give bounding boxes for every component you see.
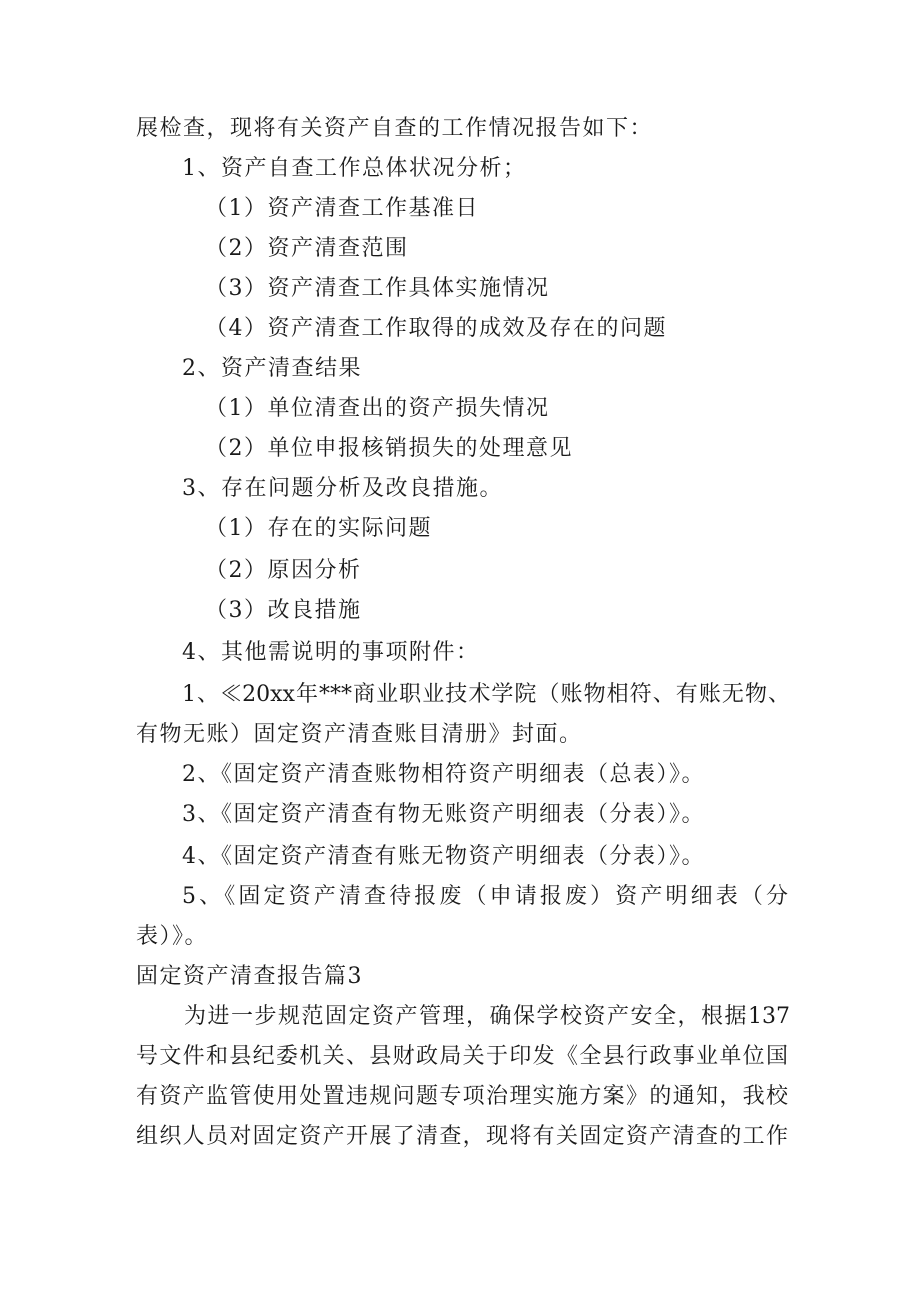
section-title: 固定资产清查报告篇3 (136, 964, 363, 989)
section-heading: 2、资产清查结果 (182, 356, 362, 381)
body-text-line: 展检查，现将有关资产自查的工作情况报告如下： (136, 116, 654, 141)
attachment-item: 5、《固定资产清查待报废（申请报废）资产明细表（分 (182, 884, 788, 909)
paragraph-line: 为进一步规范固定资产管理，确保学校资产安全，根据137 (184, 1004, 790, 1029)
sub-item: （3）资产清查工作具体实施情况 (205, 276, 550, 301)
sub-item: （3）改良措施 (205, 598, 362, 623)
sub-item: （1）单位清查出的资产损失情况 (205, 396, 550, 421)
paragraph-line: 号文件和县纪委机关、县财政局关于印发《全县行政事业单位国 (136, 1044, 788, 1069)
sub-item: （1）存在的实际问题 (205, 516, 432, 541)
section-heading: 1、资产自查工作总体状况分析； (182, 156, 527, 181)
sub-item: （2）单位申报核销损失的处理意见 (205, 436, 573, 461)
sub-item: （2）原因分析 (205, 558, 362, 583)
attachment-item-continued: 表）》。 (136, 924, 209, 949)
sub-item: （4）资产清查工作取得的成效及存在的问题 (205, 316, 667, 341)
sub-item: （1）资产清查工作基准日 (205, 196, 479, 221)
attachment-item: 4、《固定资产清查有账无物资产明细表（分表）》。 (182, 844, 705, 869)
attachment-item-continued: 有物无账）固定资产清查账目清册》封面。 (136, 722, 583, 747)
attachment-item: 2、《固定资产清查账物相符资产明细表（总表）》。 (182, 762, 705, 787)
attachment-item: 1、≪20xx年***商业职业技术学院（账物相符、有账无物、 (182, 682, 790, 707)
section-heading: 4、其他需说明的事项附件： (182, 640, 480, 665)
sub-item: （2）资产清查范围 (205, 236, 409, 261)
attachment-item: 3、《固定资产清查有物无账资产明细表（分表）》。 (182, 802, 705, 827)
paragraph-line: 有资产监管使用处置违规问题专项治理实施方案》的通知，我校 (136, 1084, 788, 1109)
paragraph-line: 组织人员对固定资产开展了清查，现将有关固定资产清查的工作 (136, 1124, 788, 1149)
section-heading: 3、存在问题分析及改良措施。 (182, 476, 503, 501)
